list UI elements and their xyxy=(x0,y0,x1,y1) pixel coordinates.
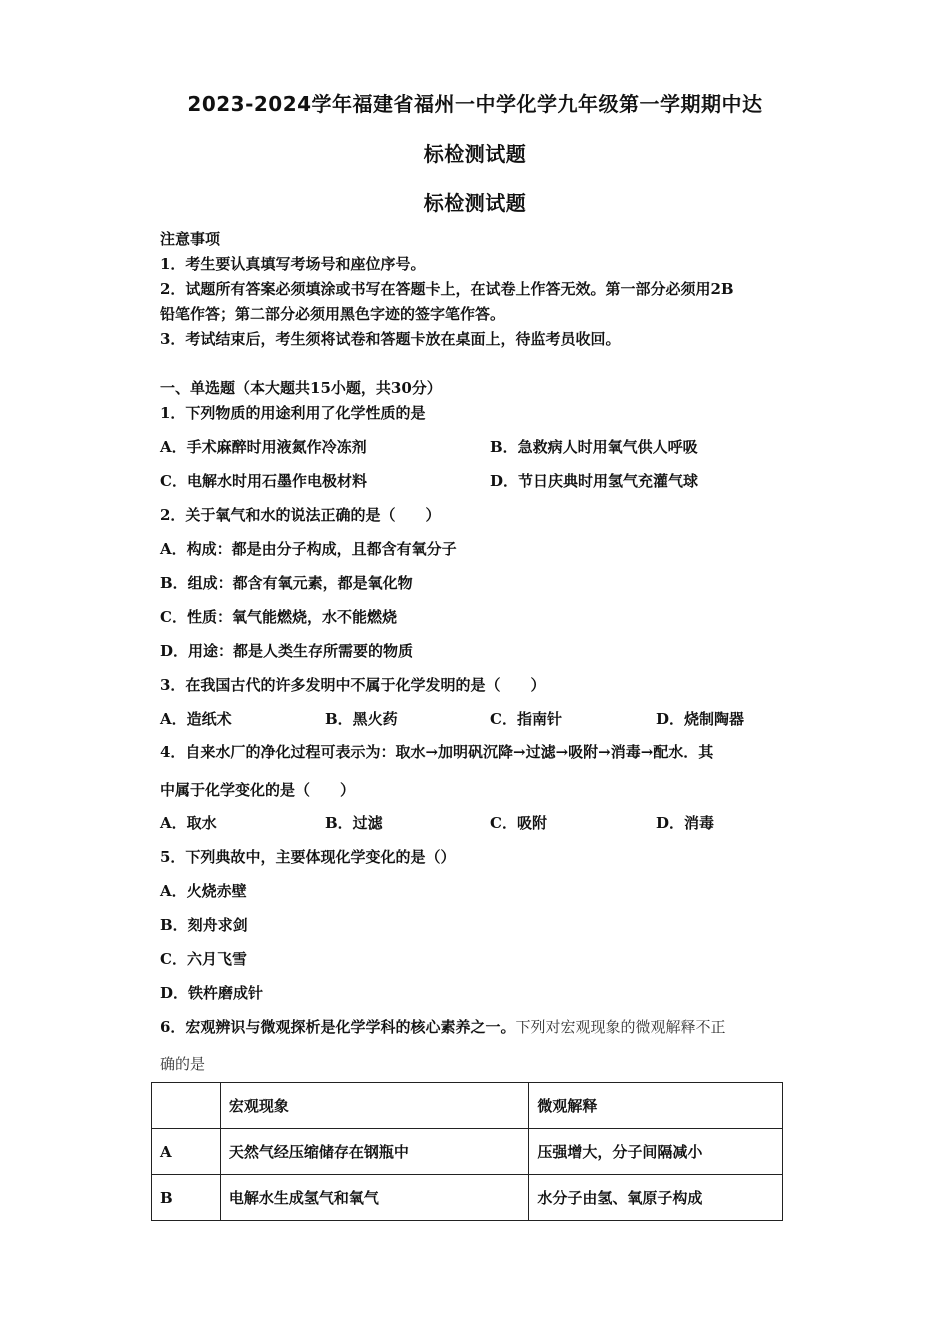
question-2-option-a: A．构成：都是由分子构成，且都含有氧分子 xyxy=(160,540,457,558)
question-6-table xyxy=(151,1082,783,1221)
question-5-option-a: A．火烧赤壁 xyxy=(160,882,247,900)
question-4-option-a: A．取水 xyxy=(160,814,217,832)
table-cell: 水分子由氢、氧原子构成 xyxy=(529,1175,783,1221)
table-header-row xyxy=(152,1083,783,1129)
question-stem-6 xyxy=(160,1016,725,1037)
table-header-cell: 微观解释 xyxy=(529,1083,783,1129)
document-title-line-1: 2023-2024学年福建省福州一中学化学九年级第一学期期中达 xyxy=(187,92,763,116)
table-header-cell: 宏观现象 xyxy=(220,1083,528,1129)
question-3-option-d: D．烧制陶器 xyxy=(656,710,745,728)
table-row xyxy=(152,1175,783,1221)
table-row xyxy=(152,1129,783,1175)
question-5-option-c: C．六月飞雪 xyxy=(160,950,247,968)
question-2-option-b: B．组成：都含有氧元素，都是氧化物 xyxy=(160,574,413,592)
question-stem-4: 4．自来水厂的净化过程可表示为：取水→加明矾沉降→过滤→吸附→消毒→配水．其 xyxy=(160,743,714,761)
question-2-option-c: C．性质：氧气能燃烧，水不能燃烧 xyxy=(160,608,397,626)
table-header-cell xyxy=(152,1083,221,1129)
notice-item: 2．试题所有答案必须填涂或书写在答题卡上，在试卷上作答无效。第一部分必须用2B xyxy=(160,280,734,298)
question-6-stem-bold: 6．宏观辨识与微观探析是化学学科的核心素养之一。 xyxy=(160,1018,516,1036)
question-3-option-b: B．黑火药 xyxy=(325,710,398,728)
question-stem-2: 2．关于氧气和水的说法正确的是（ ） xyxy=(160,506,441,524)
notice-item: 3．考试结束后，考生须将试卷和答题卡放在桌面上，待监考员收回。 xyxy=(160,330,621,348)
document-title-line-3: 标检测试题 xyxy=(423,191,527,215)
question-4-option-b: B．过滤 xyxy=(325,814,383,832)
table-cell-label: A xyxy=(152,1129,221,1175)
question-5-option-d: D．铁杵磨成针 xyxy=(160,984,264,1002)
notice-item: 1．考生要认真填写考场号和座位序号。 xyxy=(160,255,426,273)
question-stem-1: 1．下列物质的用途利用了化学性质的是 xyxy=(160,404,426,422)
question-stem-4-cont: 中属于化学变化的是（ ） xyxy=(160,781,356,799)
question-1-option-c: C．电解水时用石墨作电极材料 xyxy=(160,472,367,490)
table-cell: 电解水生成氢气和氧气 xyxy=(220,1175,528,1221)
notice-heading: 注意事项 xyxy=(160,230,221,248)
question-3-option-a: A．造纸术 xyxy=(160,710,232,728)
question-4-option-d: D．消毒 xyxy=(656,814,715,832)
question-6-stem-rest: 下列对宏观现象的微观解释不正 xyxy=(515,1018,726,1036)
question-1-option-b: B．急救病人时用氧气供人呼吸 xyxy=(490,438,698,456)
question-stem-3: 3．在我国古代的许多发明中不属于化学发明的是（ ） xyxy=(160,676,546,694)
question-4-option-c: C．吸附 xyxy=(490,814,547,832)
question-stem-5: 5．下列典故中，主要体现化学变化的是（） xyxy=(160,848,456,866)
question-5-option-b: B．刻舟求剑 xyxy=(160,916,248,934)
section-heading: 一、单选题（本大题共15小题，共30分） xyxy=(160,379,442,397)
question-3-option-c: C．指南针 xyxy=(490,710,562,728)
table-cell: 压强增大，分子间隔减小 xyxy=(529,1129,783,1175)
table-cell: 天然气经压缩储存在钢瓶中 xyxy=(220,1129,528,1175)
question-2-option-d: D．用途：都是人类生存所需要的物质 xyxy=(160,642,414,660)
notice-item: 铅笔作答；第二部分必须用黑色字迹的签字笔作答。 xyxy=(160,305,506,323)
question-1-option-d: D．节日庆典时用氢气充灌气球 xyxy=(490,472,699,490)
document-title-line-2: 标检测试题 xyxy=(423,142,527,166)
table-cell-label: B xyxy=(152,1175,221,1221)
question-1-option-a: A．手术麻醉时用液氮作冷冻剂 xyxy=(160,438,367,456)
question-stem-6-cont: 确的是 xyxy=(160,1055,206,1073)
